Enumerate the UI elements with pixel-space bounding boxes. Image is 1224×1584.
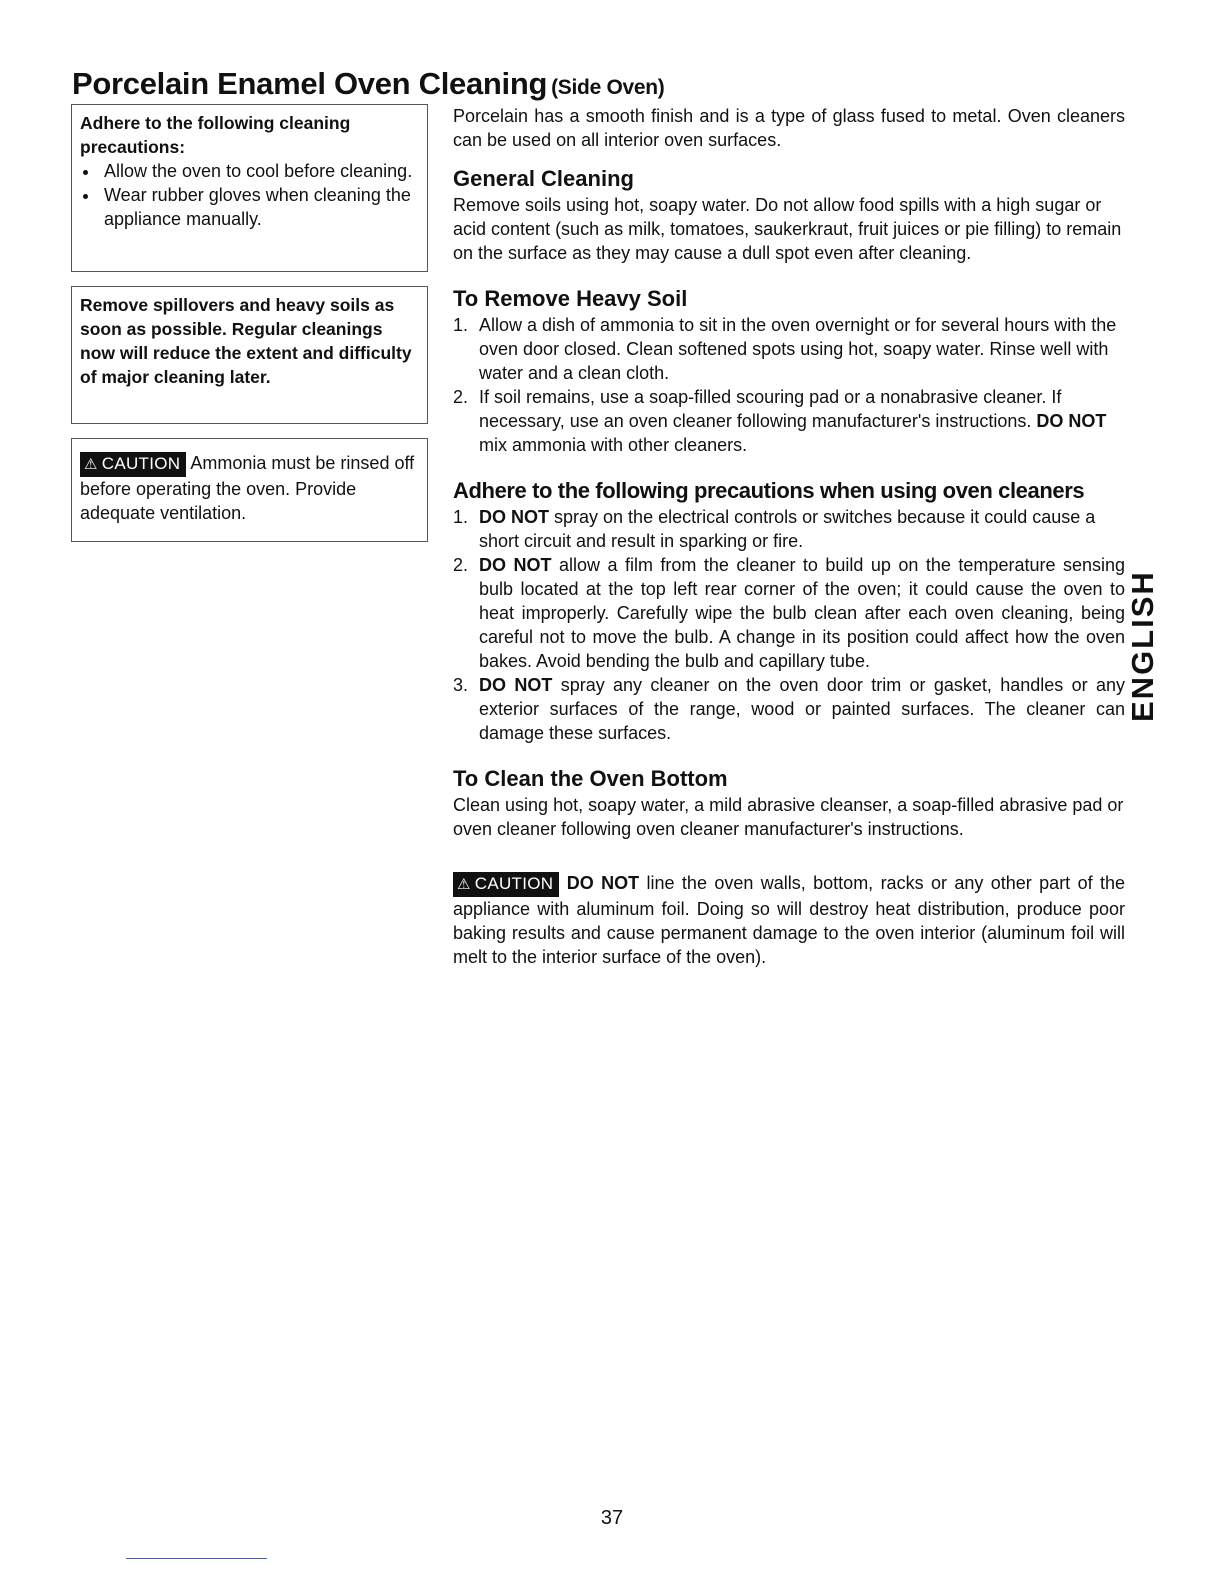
list-item: [453, 553, 1125, 673]
general-cleaning-heading: General Cleaning: [453, 166, 634, 191]
spillovers-box: [71, 286, 428, 424]
do-not-label: DO NOT: [479, 507, 549, 527]
warning-triangle-icon: ⚠: [84, 456, 98, 473]
precautions-list: [80, 159, 419, 231]
item-text: Allow a dish of ammonia to sit in the oven overnight or for several hours with the oven door closed. Clean softened spots using hot, soapy water. Rinse well with water and a clean cloth.: [479, 315, 1117, 383]
divider: [126, 1558, 267, 1559]
item-number: 1.: [453, 315, 469, 335]
ammonia-caution-text: Ammonia must be rinsed off before operating the oven. Provide adequate ventilation.: [80, 453, 415, 523]
item-text-tail: mix ammonia with other cleaners.: [479, 435, 748, 455]
warning-triangle-icon: ⚠: [457, 876, 471, 893]
spillovers-text: Remove spillovers and heavy soils as soon as possible. Regular cleanings now will reduce the extent and difficulty of major cleaning later.: [80, 295, 412, 387]
page-title-sub: (Side Oven): [551, 76, 665, 99]
item-text: allow a film from the cleaner to build up on the temperature sensing bulb located at the top left rear corner of the oven; it could cause the oven to heat improperly. Carefully wipe the bulb clean after each oven cleaning, being careful not to move the bulb. A change in its position could affect how the oven bakes. Avoid bending the bulb and capillary tube.: [479, 555, 1125, 671]
general-cleaning-text: Remove soils using hot, soapy water. Do not allow food spills with a high sugar or acid content (such as milk, tomatoes, saukerkraut, fruit juices or pie filling) to remain on the surface as they may cause a dull spot even after cleaning.: [453, 195, 1122, 263]
list-item: [453, 385, 1125, 457]
item-number: 2.: [453, 555, 469, 575]
item-text: spray on the electrical controls or switches because it could cause a short circuit and result in sparking or fire.: [479, 507, 1096, 551]
item-number: 2.: [453, 387, 469, 407]
caution-badge: [80, 452, 186, 477]
do-not-label: DO NOT: [566, 873, 640, 893]
do-not-label: DO NOT: [479, 675, 553, 695]
page-title: [72, 66, 665, 102]
item-text: If soil remains, use a soap-filled scouring pad or a nonabrasive cleaner. If necessary, use an oven cleaner following manufacturer's instructions.: [479, 387, 1062, 431]
page-number: 37: [600, 1507, 624, 1529]
oven-cleaners-heading: Adhere to the following precautions when using oven cleaners: [453, 478, 1085, 503]
item-number: 1.: [453, 507, 469, 527]
list-item: [453, 505, 1125, 553]
language-tab: ENGLISH: [1125, 570, 1160, 722]
caution-badge-label: CAUTION: [474, 874, 554, 893]
caution-badge-label: CAUTION: [101, 454, 181, 473]
ammonia-caution-box: [71, 438, 428, 542]
precautions-heading: Adhere to the following cleaning precautions:: [80, 113, 351, 157]
do-not-label: DO NOT: [1036, 411, 1107, 431]
main-content: [453, 104, 1125, 969]
foil-caution: [453, 871, 1125, 969]
precaution-item: • Wear rubber gloves when cleaning the appliance manually.: [100, 183, 419, 231]
item-text: spray any cleaner on the oven door trim or gasket, handles or any exterior surfaces of the range, wood or painted surfaces. The cleaner can damage these surfaces.: [479, 675, 1125, 743]
precaution-item: • Allow the oven to cool before cleaning.: [100, 159, 419, 183]
heavy-soil-heading: To Remove Heavy Soil: [453, 286, 688, 311]
oven-bottom-heading: To Clean the Oven Bottom: [453, 766, 728, 791]
caution-badge: [453, 872, 559, 897]
list-item: [453, 313, 1125, 385]
heavy-soil-list: [453, 313, 1125, 457]
intro-text: Porcelain has a smooth finish and is a type of glass fused to metal. Oven cleaners can be used on all interior oven surfaces.: [453, 106, 1125, 150]
foil-caution-text: line the oven walls, bottom, racks or any other part of the appliance with aluminum foil. Doing so will destroy heat distribution, produce poor baking results and cause permanent damage to the oven interior (aluminum foil will melt to the interior surface of the oven).: [453, 873, 1125, 967]
page-title-main: Porcelain Enamel Oven Cleaning: [72, 66, 548, 101]
oven-cleaners-list: [453, 505, 1125, 745]
oven-bottom-text: Clean using hot, soapy water, a mild abrasive cleanser, a soap-filled abrasive pad or oven cleaner following oven cleaner manufacturer's instructions.: [453, 795, 1124, 839]
item-number: 3.: [453, 675, 469, 695]
precautions-box: [71, 104, 428, 272]
do-not-label: DO NOT: [479, 555, 552, 575]
list-item: [453, 673, 1125, 745]
